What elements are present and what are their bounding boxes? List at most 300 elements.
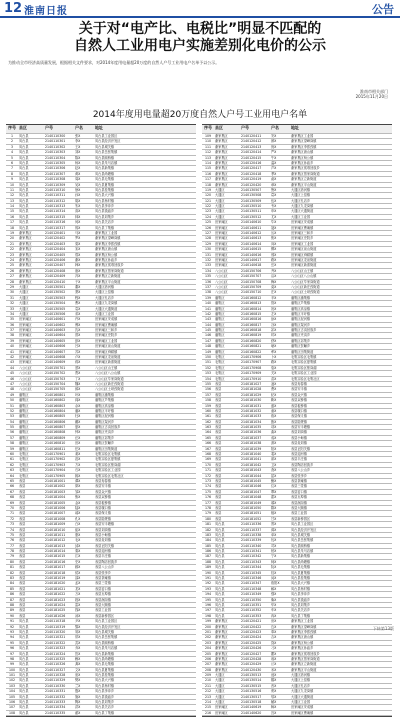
table-cell: 凤台县刘集乡 <box>291 602 311 607</box>
table-cell: 寿县 <box>19 602 26 607</box>
table-cell: 2140110305 <box>45 160 66 165</box>
continuation-note: 下转第13版 <box>372 626 394 631</box>
table-cell: 姚X <box>75 473 81 478</box>
table-cell: 龙X <box>75 586 81 591</box>
table-cell: 2140150704 <box>45 381 66 386</box>
table-cell: 宋X <box>75 247 81 252</box>
table-cell: 2140181051 <box>241 511 262 516</box>
table-cell: 2140120422 <box>241 624 262 629</box>
table-cell: 2140110338 <box>241 532 262 537</box>
table-cell: 谢家集区孙庙乡 <box>291 646 314 651</box>
table-cell: 潘集区 <box>215 349 225 354</box>
table-cell: 2140120420 <box>241 182 262 187</box>
table-cell: 颜X <box>271 139 277 144</box>
table-cell: 寿县 <box>215 511 222 516</box>
table-cell: 凤台县工业园区 <box>291 522 314 527</box>
table-cell: 凤台县城关镇 <box>291 532 311 537</box>
table-cell: 田家庵区 <box>215 247 228 252</box>
table-cell: 2140170906 <box>241 355 262 360</box>
table-cell: 金X <box>75 500 81 505</box>
table-cell: 谢家集区望峰岗镇 <box>291 139 317 144</box>
table-cell: 2140140619 <box>241 705 262 710</box>
table-cell: 八公山区 <box>19 387 32 392</box>
table-cell: 寿县 <box>19 576 26 581</box>
table-cell: 69 <box>9 500 15 505</box>
table-cell: 庄X <box>271 290 277 295</box>
table-cell: 柏X <box>271 549 277 554</box>
table-cell: 91 <box>9 619 15 624</box>
table-cell: 2140181041 <box>241 457 262 462</box>
table-cell: 118 <box>204 182 212 187</box>
table-cell: 2140150705 <box>45 387 66 392</box>
table-cell: 许X <box>75 317 81 322</box>
table-cell: 凤台县 <box>19 214 29 219</box>
table-cell: 贺X <box>75 651 81 656</box>
table-cell: 毛集实验区工业园 <box>95 468 121 473</box>
table-cell: 凤台县李冲乡 <box>95 204 115 209</box>
table-cell: 毛集区 <box>215 355 225 360</box>
table-cell: 凤台县 <box>215 602 225 607</box>
table-cell: 凤台县钱庙乡 <box>291 597 311 602</box>
table-cell: 江X <box>75 554 81 559</box>
table-cell: 2140120419 <box>241 177 262 182</box>
table-cell: 苑X <box>271 689 277 694</box>
table-cell: 2140181029 <box>241 392 262 397</box>
table-cell: 11 <box>9 187 15 192</box>
table-cell: 2140110313 <box>45 204 66 209</box>
table-cell: 15 <box>9 209 15 214</box>
table-cell: 甄X <box>271 419 277 424</box>
table-cell: 房X <box>271 619 277 624</box>
table-cell: 凤台县 <box>19 662 29 667</box>
table-cell: 2140181050 <box>241 505 262 510</box>
table-cell: 2140110351 <box>241 602 262 607</box>
table-cell: 辛X <box>271 295 277 300</box>
table-cell: 2140120408 <box>45 268 66 273</box>
table-cell: 寿县寿春镇 <box>291 381 307 386</box>
table-cell: 田家庵区曹庵镇 <box>291 710 314 715</box>
table-cell: 寿县安丰塘镇 <box>291 425 311 430</box>
table-cell: 寿县 <box>215 468 222 473</box>
table-cell: 谢家集区 <box>215 182 228 187</box>
table-cell: 2140181043 <box>241 468 262 473</box>
table-cell: 阎X <box>75 398 81 403</box>
table-cell: 靳X <box>271 398 277 403</box>
table-cell: 凤台县尚塘镇 <box>291 559 311 564</box>
table-cell: 八公山区新庄孜街道 <box>291 284 320 289</box>
table-cell: 韦X <box>271 204 277 209</box>
table-cell: 2140160815 <box>241 311 262 316</box>
table-cell: 大通区九龙岗镇 <box>95 301 118 306</box>
table-cell: 谢家集区平山街道 <box>95 279 121 284</box>
table-cell: 谢家集区工业园 <box>95 231 118 236</box>
table-cell: 寿县保义镇 <box>291 414 307 419</box>
table-cell: 凤台县 <box>19 177 29 182</box>
table-cell: 154 <box>204 376 212 381</box>
table-cell: 寿县安丰镇 <box>95 484 111 489</box>
table-cell: 凤台县 <box>19 683 29 688</box>
table-cell: 78 <box>9 549 15 554</box>
table-cell: 2140160814 <box>241 306 262 311</box>
table-header-row <box>6 125 196 134</box>
table-cell: 79 <box>9 554 15 559</box>
table-cell: 八公山区山王镇 <box>291 268 314 273</box>
table-title: 2014年度用电量超20万度自然人户号工业用电户名单 <box>92 110 308 120</box>
table-cell: 2140120429 <box>241 662 262 667</box>
table-cell: 2140181001 <box>45 479 66 483</box>
table-cell: 凤台县 <box>19 640 29 645</box>
table-cell: 2140170903 <box>45 462 66 467</box>
table-cell: 朱X <box>75 204 81 209</box>
table-cell: 倪X <box>271 144 277 149</box>
table-cell: 49 <box>9 392 15 397</box>
table-cell: 128 <box>204 236 212 241</box>
table-cell: 大通区孔店乡 <box>95 295 115 300</box>
table-cell: 潘集区 <box>215 344 225 349</box>
table-cell: 凤台县 <box>215 592 225 597</box>
table-cell: 67 <box>9 489 15 494</box>
table-cell: 寿县张李乡 <box>95 570 111 575</box>
table-cell: 115 <box>204 166 212 171</box>
table-cell: 谢家集区 <box>19 268 32 273</box>
table-cell: 2140110307 <box>45 171 66 176</box>
table-cell: 2140181017 <box>45 565 66 570</box>
table-cell: 138 <box>204 290 212 295</box>
table-cell: 74 <box>9 527 15 532</box>
table-cell: 邱X <box>75 543 81 548</box>
table-cell: 2140150710 <box>241 290 262 295</box>
table-cell: 寿县 <box>215 457 222 462</box>
table-cell: 46 <box>9 376 15 381</box>
table-cell: 席X <box>271 457 277 462</box>
table-cell: 2140181047 <box>241 489 262 494</box>
table-cell: 42 <box>9 355 15 360</box>
table-cell: 田家庵区 <box>19 344 32 349</box>
table-cell: 潘集区古沟回族乡 <box>291 328 317 333</box>
table-cell: 费X <box>271 387 277 392</box>
table-cell: 田家庵区安成镇 <box>291 705 314 710</box>
table-cell: 植X <box>271 511 277 516</box>
table-cell: 田家庵区泉山街道 <box>291 247 317 252</box>
table-cell: 董X <box>75 284 81 289</box>
table-cell: 卢X <box>75 355 81 360</box>
table-cell: 2140160819 <box>241 333 262 338</box>
table-cell: 向X <box>271 241 277 246</box>
table-cell: 隋X <box>271 505 277 510</box>
table-cell: 2140181040 <box>241 452 262 457</box>
table-cell: 164 <box>204 430 212 435</box>
table-cell: 文X <box>75 667 81 672</box>
table-cell: 2140110329 <box>45 678 66 683</box>
table-cell: 凤台县新集镇 <box>291 554 311 559</box>
table-cell: 吉X <box>271 635 277 640</box>
table-cell: 寿县 <box>19 549 26 554</box>
table-cell: 项X <box>271 425 277 430</box>
table-cell: 大通区 <box>19 284 29 289</box>
table-cell: 欧阳X <box>271 581 280 586</box>
table-cell: 潘集区 <box>19 435 29 440</box>
table-cell: 成X <box>271 435 277 440</box>
table-cell: 31 <box>9 295 15 300</box>
table-cell: 田家庵区安成镇 <box>291 220 314 225</box>
header-cell: 户号 <box>241 125 249 130</box>
table-cell: 37 <box>9 328 15 333</box>
table-cell: 197 <box>204 608 212 613</box>
table-cell: 田家庵区 <box>19 355 32 360</box>
table-cell: 八公山区 <box>215 274 228 279</box>
table-cell: 43 <box>9 360 15 365</box>
table-cell: 凤台县杨村镇 <box>95 198 115 203</box>
table-cell: 凤台县 <box>215 559 225 564</box>
table-cell: 谢X <box>75 257 81 262</box>
table-cell: 2140110315 <box>45 214 66 219</box>
table-cell: 2140181034 <box>241 419 262 424</box>
table-cell: 谢家集区蔡家岗街道 <box>291 171 320 176</box>
table-cell: 2140120425 <box>241 640 262 645</box>
table-cell: 55 <box>9 425 15 430</box>
table-cell: 2140120418 <box>241 171 262 176</box>
table-cell: 2140110310 <box>45 187 66 192</box>
table-cell: 2140130518 <box>241 700 262 705</box>
table-cell: 2140150708 <box>241 279 262 284</box>
table-cell: 凤台县经济开发区 <box>291 527 317 532</box>
table-cell: 29 <box>9 284 15 289</box>
table-cell: 14 <box>9 204 15 209</box>
table-cell: 207 <box>204 662 212 667</box>
table-cell: 谢家集区孤堆回族乡 <box>291 651 320 656</box>
table-cell: 韩X <box>75 263 81 268</box>
table-cell: 130 <box>204 247 212 252</box>
table-cell: 107 <box>8 705 16 710</box>
table-cell: 12 <box>9 193 15 198</box>
table-cell: 八公山区 <box>215 290 228 295</box>
table-cell: 13 <box>9 198 15 203</box>
table-cell: 刘X <box>75 150 81 155</box>
section-label: 公告 <box>372 3 394 16</box>
table-cell: 祝X <box>271 306 277 311</box>
table-cell: 2140110308 <box>45 177 66 182</box>
table-cell: 2140120413 <box>241 144 262 149</box>
table-cell: 寿县涧沟镇 <box>95 597 111 602</box>
table-cell: 潘X <box>75 408 81 413</box>
table-cell: 2140181028 <box>241 387 262 392</box>
table-cell: 华X <box>271 602 277 607</box>
table-cell: 62 <box>9 462 15 467</box>
table-cell: 127 <box>204 231 212 236</box>
table-cell: 谢家集区 <box>19 257 32 262</box>
table-cell: 寿县小甸镇 <box>95 532 111 537</box>
table-cell: 2140110302 <box>45 144 66 149</box>
table-cell: 2140140611 <box>241 225 262 230</box>
table-cell: 盛X <box>271 403 277 408</box>
table-cell: 冯X <box>75 274 81 279</box>
table-cell: 石X <box>75 468 81 473</box>
table-cell: 熊X <box>75 495 81 500</box>
table-cell: 廖X <box>75 484 81 489</box>
table-cell: 李X <box>75 139 81 144</box>
table-cell: 祁X <box>271 328 277 333</box>
table-cell: 庞X <box>75 673 81 678</box>
table-cell: 潘集区高皇镇 <box>95 403 115 408</box>
table-cell: 161 <box>204 414 212 419</box>
table-cell: 边X <box>271 624 277 629</box>
table-cell: 176 <box>204 495 212 500</box>
table-cell: 八公山区新庄孜街道 <box>95 381 124 386</box>
table-cell: 53 <box>9 414 15 419</box>
table-cell: 寿县 <box>19 613 26 618</box>
table-cell: 181 <box>204 522 212 527</box>
table-cell: 寿县 <box>215 446 222 451</box>
table-cell: 鲁X <box>271 187 277 192</box>
table-cell: 2140150702 <box>45 371 66 376</box>
table-cell: 谢家集区望峰岗镇 <box>291 624 317 629</box>
table-cell: 寿县保义镇 <box>95 511 111 516</box>
table-cell: 2140110335 <box>45 710 66 715</box>
table-cell: 2140181036 <box>241 430 262 435</box>
table-cell: 汤X <box>75 613 81 618</box>
table-cell: 八公山区 <box>19 381 32 386</box>
table-cell: 毛集区 <box>19 468 29 473</box>
table-cell: 2140181018 <box>45 570 66 575</box>
table-cell: 168 <box>204 452 212 457</box>
table-cell: 2140181042 <box>241 462 262 467</box>
table-cell: 51 <box>9 403 15 408</box>
table-cell: 谷X <box>271 322 277 327</box>
table-cell: 谢家集区 <box>215 640 228 645</box>
table-cell: 谢家集区平山街道 <box>291 182 317 187</box>
table-cell: 侯X <box>75 570 81 575</box>
signature-date: 2015年11月20日 <box>355 94 388 99</box>
table-cell: 殷X <box>75 689 81 694</box>
table-cell: 17 <box>9 220 15 225</box>
table-cell: 132 <box>204 257 212 262</box>
table-cell: 周X <box>75 177 81 182</box>
table-cell: 余X <box>75 403 81 408</box>
table-cell: 182 <box>204 527 212 532</box>
table-cell: 8 <box>10 171 14 176</box>
table-cell: 2140120407 <box>45 263 66 268</box>
table-cell: 2140160818 <box>241 328 262 333</box>
table-cell: 田家庵区 <box>215 257 228 262</box>
table-cell: 26 <box>9 268 15 273</box>
table-cell: 180 <box>204 516 212 521</box>
table-cell: 174 <box>204 484 212 489</box>
table-cell: 2140160803 <box>45 403 66 408</box>
table-cell: 易X <box>75 629 81 634</box>
table-cell: 凤台县岳张集镇 <box>95 635 118 640</box>
table-cell: 吕X <box>75 344 81 349</box>
table-cell: 凤台县 <box>19 710 29 715</box>
table-cell: 150 <box>204 355 212 360</box>
header-cell: 地址 <box>291 125 299 130</box>
table-cell: 凤台县城关镇 <box>95 144 115 149</box>
table-cell: 凤台县 <box>19 656 29 661</box>
table-cell: 52 <box>9 408 15 413</box>
table-cell: 2140140610 <box>241 220 262 225</box>
table-cell: 2140130517 <box>241 694 262 699</box>
table-cell: 18 <box>9 225 15 230</box>
table-cell: 172 <box>204 473 212 478</box>
table-cell: 寿县 <box>19 597 26 602</box>
table-cell: 车X <box>271 608 277 613</box>
table-cell: 田家庵区工业园 <box>291 241 314 246</box>
table-cell: 谢家集区 <box>215 166 228 171</box>
table-cell: 6 <box>10 160 14 165</box>
table-cell: 28 <box>9 279 15 284</box>
table-cell: 131 <box>204 252 212 257</box>
header-cell: 序号 <box>8 125 16 130</box>
table-cell: 2140140604 <box>45 333 66 338</box>
table-cell: 凤台县 <box>19 635 29 640</box>
table-cell: 凤台县尚塘镇 <box>95 656 115 661</box>
table-cell: 寿县大顺镇 <box>291 505 307 510</box>
table-cell: 季X <box>271 171 277 176</box>
table-cell: 2140130515 <box>241 683 262 688</box>
table-cell: 2140110339 <box>241 538 262 543</box>
table-cell: 寿县众兴镇 <box>95 489 111 494</box>
table-cell: 2140181022 <box>45 592 66 597</box>
table-cell: 潘集区祁集乡 <box>95 435 115 440</box>
table-cell: 2140110325 <box>45 656 66 661</box>
table-cell: 龚X <box>75 662 81 667</box>
table-cell: 谢家集区唐山镇 <box>291 635 314 640</box>
table-cell: 2140110318 <box>45 619 66 624</box>
table-cell: 潘集区田集街道 <box>95 446 118 451</box>
table-cell: 大通区上窑镇 <box>291 193 311 198</box>
table-cell: 凤台县杨村镇 <box>291 586 311 591</box>
table-cell: 寿县双桥镇 <box>291 398 307 403</box>
table-cell: 梁X <box>75 241 81 246</box>
table-cell: 2140181035 <box>241 425 262 430</box>
table-cell: 潘集区古沟回族乡 <box>95 425 121 430</box>
table-cell: 大通区洛河镇 <box>95 284 115 289</box>
table-cell: 田家庵区新淮街道 <box>95 360 121 365</box>
table-cell: 100 <box>8 667 16 672</box>
table-cell: 196 <box>204 602 212 607</box>
table-cell: 195 <box>204 597 212 602</box>
table-cell: 212 <box>204 689 212 694</box>
table-cell: 钟X <box>75 430 81 435</box>
table-cell: 凤台县 <box>215 522 225 527</box>
table-cell: 凤台县 <box>19 689 29 694</box>
table-cell: 谢家集区杨公镇 <box>95 252 118 257</box>
table-cell: 38 <box>9 333 15 338</box>
table-cell: 曹X <box>75 301 81 306</box>
table-cell: 2140170908 <box>241 365 262 370</box>
table-cell: 潘集区高皇镇 <box>291 306 311 311</box>
table-cell: 2140140617 <box>241 257 262 262</box>
table-cell: 2140181049 <box>241 500 262 505</box>
table-cell: 凤台县刘集乡 <box>95 214 115 219</box>
table-cell: 寿县炎刘镇 <box>291 441 307 446</box>
table-cell: 凤台县新集镇 <box>95 651 115 656</box>
table-cell: 谢家集区李郢孜镇 <box>291 144 317 149</box>
table-cell: 146 <box>204 333 212 338</box>
table-cell: 121 <box>204 198 212 203</box>
table-cell: 2140181038 <box>241 441 262 446</box>
table-cell: 饶X <box>271 640 277 645</box>
table-cell: 106 <box>8 700 16 705</box>
table-cell: 凤台县 <box>215 549 225 554</box>
table-cell: 寿县 <box>19 565 26 570</box>
table-cell: 凤台县毛集镇 <box>95 177 115 182</box>
table-cell: 凤台县 <box>19 220 29 225</box>
table-cell: 郭X <box>75 225 81 230</box>
table-cell: 148 <box>204 344 212 349</box>
table-cell: 谢家集区 <box>215 656 228 661</box>
table-cell: 76 <box>9 538 15 543</box>
table-cell: 2140130503 <box>45 295 66 300</box>
